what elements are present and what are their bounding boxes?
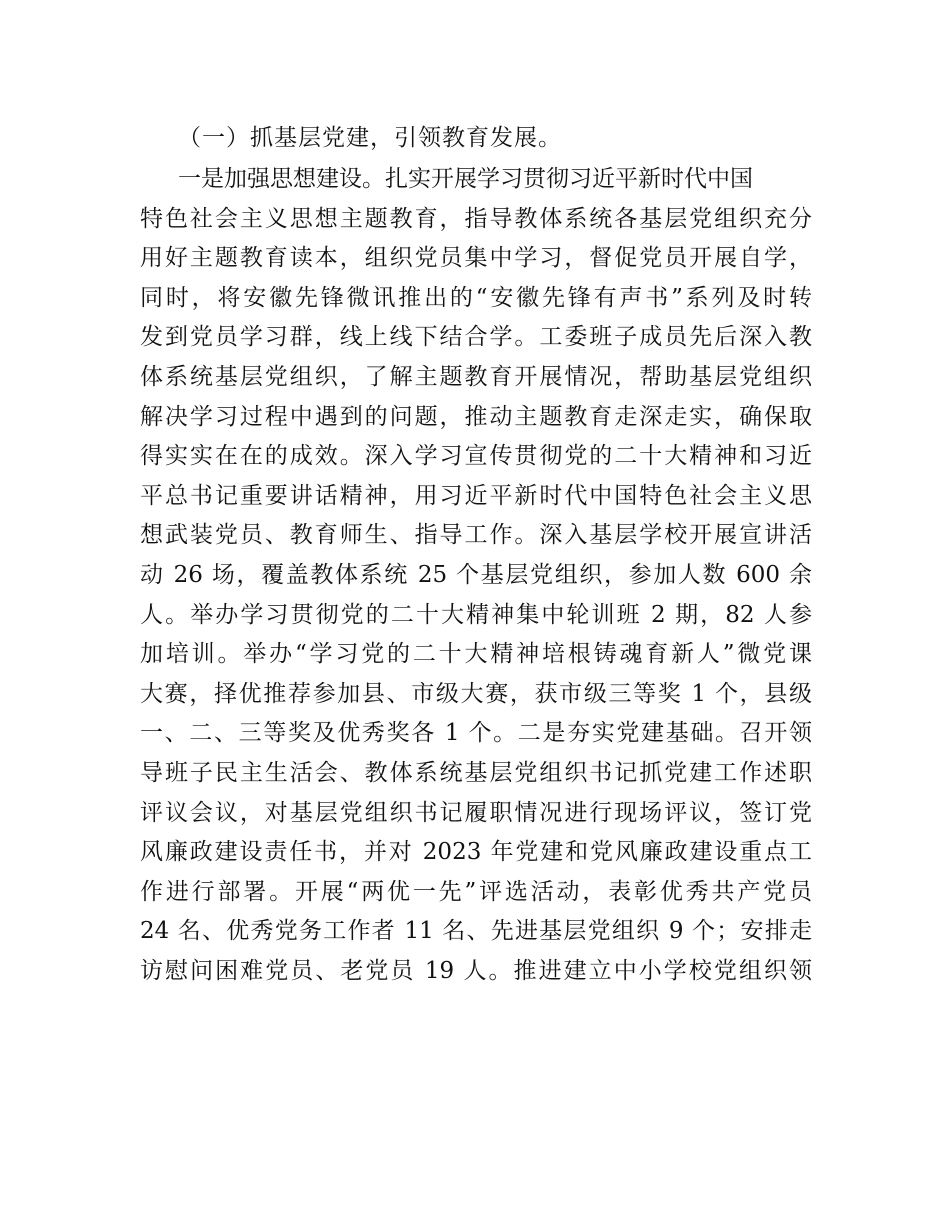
paragraph-line: 加培训。举办“学习党的二十大精神培根铸魂育新人”微党课 (140, 641, 812, 668)
paragraph-line: 用好主题教育读本，组织党员集中学习，督促党员开展自学， (140, 245, 812, 272)
paragraph-line: 体系统基层党组织，了解主题教育开展情况，帮助基层党组织 (140, 363, 812, 390)
paragraph-line: 发到党员学习群，线上线下结合学。工委班子成员先后深入教 (140, 324, 812, 351)
paragraph-line: 平总书记重要讲话精神，用习近平新时代中国特色社会主义思 (140, 482, 812, 509)
paragraph-line: 一、二、三等奖及优秀奖各 1 个。二是夯实党建基础。召开领 (140, 720, 812, 747)
paragraph-line: 解决学习过程中遇到的问题，推动主题教育走深走实，确保取 (140, 403, 812, 430)
paragraph-line: 评议会议，对基层党组织书记履职情况进行现场评议，签订党 (140, 799, 812, 826)
paragraph-line: 大赛，择优推荐参加县、市级大赛，获市级三等奖 1 个，县级 (140, 680, 812, 707)
paragraph-line: 24 名、优秀党务工作者 11 名、先进基层党组织 9 个；安排走 (140, 918, 812, 945)
paragraph-line: 风廉政建设责任书，并对 2023 年党建和党风廉政建设重点工 (140, 839, 812, 866)
paragraph-line: 人。举办学习贯彻党的二十大精神集中轮训班 2 期，82 人参 (140, 601, 812, 628)
body-paragraph (140, 160, 812, 991)
paragraph-line: 作进行部署。开展“两优一先”评选活动，表彰优秀共产党员 (140, 878, 812, 905)
paragraph-line: 特色社会主义思想主题教育，指导教体系统各基层党组织充分 (140, 205, 812, 232)
paragraph-line: 访慰问困难党员、老党员 19 人。推进建立中小学校党组织领 (140, 957, 812, 984)
paragraph-line: 同时，将安徽先锋微讯推出的“安徽先锋有声书”系列及时转 (140, 284, 812, 311)
paragraph-line: 导班子民主生活会、教体系统基层党组织书记抓党建工作述职 (140, 759, 812, 786)
paragraph-line: 动 26 场，覆盖教体系统 25 个基层党组织，参加人数 600 余 (140, 561, 812, 588)
paragraph-line: 想武装党员、教育师生、指导工作。深入基层学校开展宣讲活 (140, 522, 812, 549)
section-heading: （一）抓基层党建，引领教育发展。 (178, 125, 562, 151)
paragraph-line: 一是加强思想建设。扎实开展学习贯彻习近平新时代中国 (178, 166, 753, 192)
paragraph-line: 得实实在在的成效。深入学习宣传贯彻党的二十大精神和习近 (140, 443, 812, 470)
